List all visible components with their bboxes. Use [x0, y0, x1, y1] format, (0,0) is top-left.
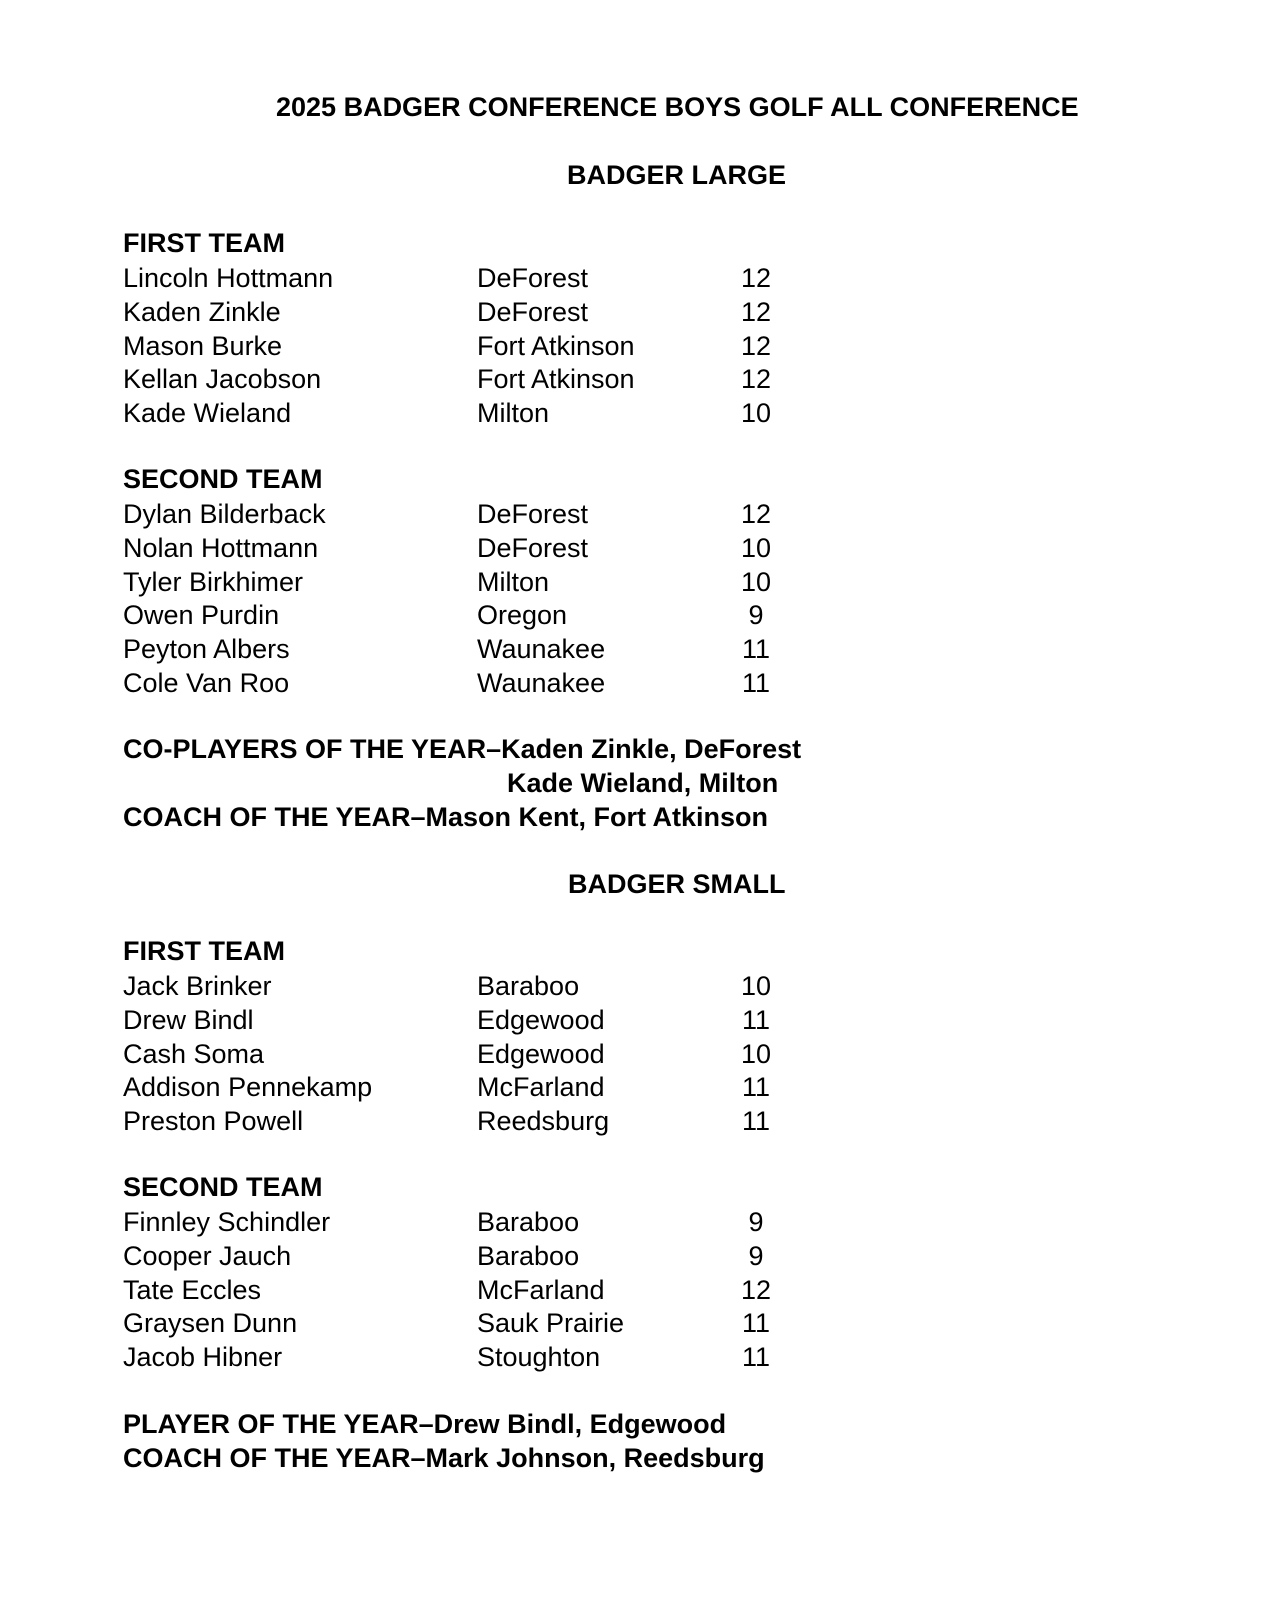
player-school: Milton [477, 566, 550, 597]
player-row [123, 1106, 823, 1140]
player-grade: 11 [741, 634, 771, 665]
player-name: Owen Purdin [123, 600, 280, 631]
player-grade: 9 [748, 1207, 764, 1237]
player-grade: 11 [741, 1342, 771, 1373]
player-school: Baraboo [477, 1240, 580, 1271]
player-row [123, 263, 823, 297]
large-second-team-list [123, 499, 823, 702]
player-grade: 12 [740, 330, 772, 361]
player-school: Oregon [477, 600, 568, 631]
player-school: Milton [477, 398, 550, 429]
player-name: Finnley Schindler [123, 1207, 331, 1237]
player-grade: 12 [740, 263, 772, 293]
player-name: Mason Burke [123, 330, 283, 361]
player-school: DeForest [477, 263, 589, 293]
player-school: Baraboo [477, 971, 580, 1001]
player-name: Graysen Dunn [123, 1308, 298, 1339]
player-school: Stoughton [477, 1342, 601, 1373]
player-row [123, 398, 823, 432]
large-second-team-heading: SECOND TEAM [123, 464, 323, 494]
player-grade: 11 [741, 1004, 771, 1035]
player-school: Edgewood [477, 1038, 605, 1069]
player-grade: 12 [740, 296, 772, 327]
player-grade: 10 [740, 1038, 772, 1069]
player-school: DeForest [477, 532, 589, 563]
player-row [123, 499, 823, 533]
document-title: 2025 BADGER CONFERENCE BOYS GOLF ALL CONFERENCE [276, 92, 1079, 122]
player-name: Cooper Jauch [123, 1240, 292, 1271]
player-school: McFarland [477, 1072, 605, 1103]
player-school: DeForest [477, 499, 589, 529]
small-second-team-list [123, 1207, 823, 1376]
player-row [123, 1241, 823, 1275]
small-first-team-heading: FIRST TEAM [123, 936, 285, 966]
player-row [123, 1005, 823, 1039]
small-second-team-heading: SECOND TEAM [123, 1172, 323, 1202]
player-row [123, 1308, 823, 1342]
player-school: DeForest [477, 296, 589, 327]
small-coach-of-year: COACH OF THE YEAR–Mark Johnson, Reedsburg [123, 1443, 765, 1473]
player-name: Cash Soma [123, 1038, 265, 1069]
player-grade: 10 [740, 532, 772, 563]
player-name: Nolan Hottmann [123, 532, 319, 563]
large-first-team-list [123, 263, 823, 432]
player-school: Waunakee [477, 634, 606, 665]
division-heading-large: BADGER LARGE [567, 160, 787, 190]
player-row [123, 668, 823, 702]
player-school: Fort Atkinson [477, 364, 635, 395]
player-name: Addison Pennekamp [123, 1072, 373, 1103]
large-coach-of-year: COACH OF THE YEAR–Mason Kent, Fort Atkinson [123, 802, 769, 832]
player-grade: 11 [741, 1072, 771, 1103]
large-first-team-heading: FIRST TEAM [123, 228, 285, 258]
player-name: Peyton Albers [123, 634, 290, 665]
player-school: Reedsburg [477, 1106, 610, 1137]
player-row [123, 364, 823, 398]
player-row [123, 567, 823, 601]
player-row [123, 297, 823, 331]
player-row [123, 331, 823, 365]
small-first-team-list [123, 971, 823, 1140]
player-grade: 12 [740, 1274, 772, 1305]
player-row [123, 634, 823, 668]
player-name: Jack Brinker [123, 971, 272, 1001]
player-row [123, 1207, 823, 1241]
player-name: Kaden Zinkle [123, 296, 281, 327]
player-name: Tyler Birkhimer [123, 566, 304, 597]
player-grade: 11 [741, 1308, 771, 1339]
player-row [123, 600, 823, 634]
player-grade: 9 [748, 1240, 764, 1271]
player-row [123, 1342, 823, 1376]
player-school: Baraboo [477, 1207, 580, 1237]
player-name: Kellan Jacobson [123, 364, 322, 395]
player-row [123, 1039, 823, 1073]
small-player-of-year: PLAYER OF THE YEAR–Drew Bindl, Edgewood [123, 1409, 727, 1439]
player-name: Kade Wieland [123, 398, 292, 429]
player-name: Preston Powell [123, 1106, 304, 1137]
division-heading-small: BADGER SMALL [568, 869, 786, 899]
player-grade: 10 [740, 398, 772, 429]
player-name: Tate Eccles [123, 1274, 262, 1305]
player-name: Dylan Bilderback [123, 499, 326, 529]
player-grade: 10 [740, 566, 772, 597]
player-grade: 12 [740, 499, 772, 529]
large-players-of-year: CO-PLAYERS OF THE YEAR–Kaden Zinkle, DeForest [123, 734, 802, 764]
player-school: Waunakee [477, 667, 606, 698]
player-grade: 11 [741, 667, 771, 698]
player-row [123, 1275, 823, 1309]
player-name: Lincoln Hottmann [123, 263, 334, 293]
player-name: Jacob Hibner [123, 1342, 283, 1373]
player-grade: 11 [741, 1106, 771, 1137]
player-name: Drew Bindl [123, 1004, 254, 1035]
player-school: Sauk Prairie [477, 1308, 625, 1339]
player-school: McFarland [477, 1274, 605, 1305]
player-row [123, 1072, 823, 1106]
player-school: Edgewood [477, 1004, 605, 1035]
player-school: Fort Atkinson [477, 330, 635, 361]
player-row [123, 971, 823, 1005]
player-row [123, 533, 823, 567]
player-grade: 10 [740, 971, 772, 1001]
large-players-of-year-second: Kade Wieland, Milton [507, 768, 779, 798]
player-grade: 9 [748, 600, 764, 631]
player-grade: 12 [740, 364, 772, 395]
player-name: Cole Van Roo [123, 667, 290, 698]
